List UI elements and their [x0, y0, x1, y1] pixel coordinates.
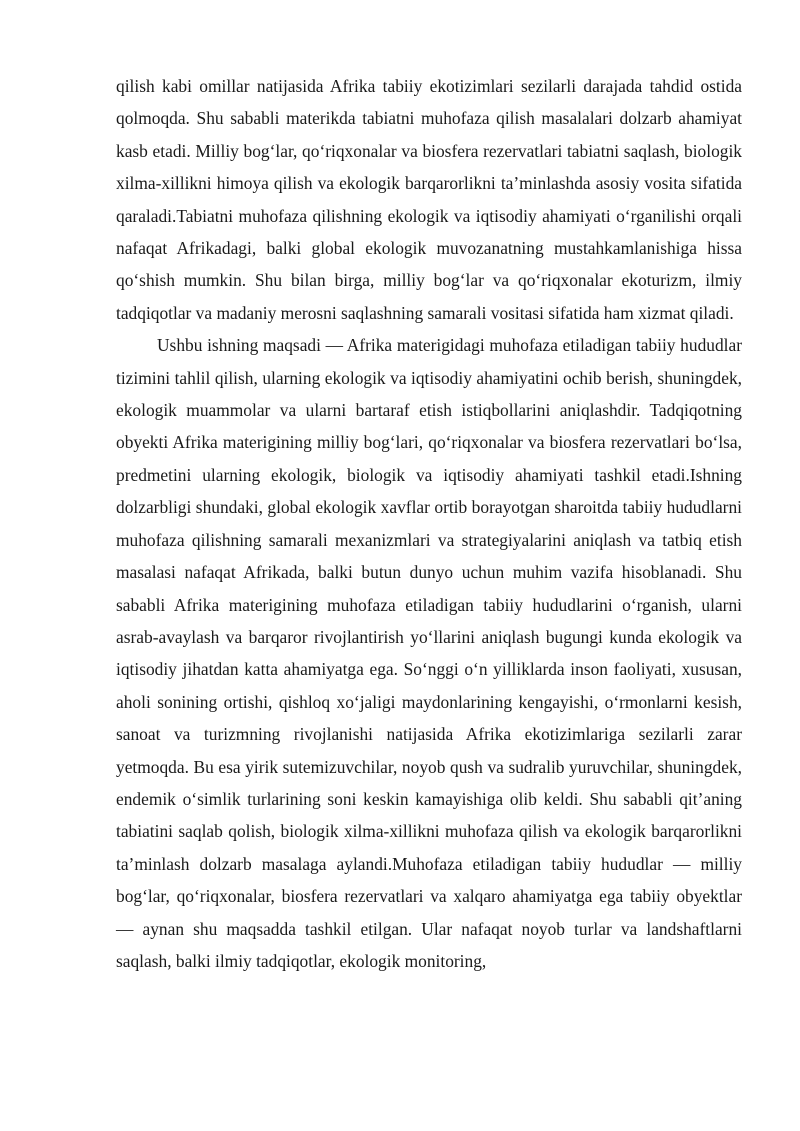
paragraph-2: Ushbu ishning maqsadi — Afrika materigidagi muhofaza etiladigan tabiiy hududlar tizimini tahlil qilish, ularning ekologik va iqtisodiy ahamiyatini ochib berish, shuningdek, ekologik muammolar va ularni bartaraf etish istiqbollarini aniqlashdir. Tadqiqotning obyekti Afrika materigining milliy bog‘lari, qo‘riqxonalar va biosfera rezervatlari bo‘lsa, predmetini ularning ekologik, biologik va iqtisodiy ahamiyati tashkil etadi.Ishning dolzarbligi shundaki, global ekologik xavflar ortib borayotgan sharoitda tabiiy hududlarni muhofaza qilishning samarali mexanizmlari va strategiyalarini aniqlash va tatbiq etish masalasi nafaqat Afrikada, balki butun dunyo uchun muhim vazifa hisoblanadi. Shu sababli Afrika materigining muhofaza etiladigan tabiiy hududlarini o‘rganish, ularni asrab-avaylash va barqaror rivojlantirish yo‘llarini aniqlash bugungi kunda ekologik va iqtisodiy jihatdan katta ahamiyatga ega. So‘nggi o‘n yilliklarda inson faoliyati, xususan, aholi sonining ortishi, qishloq xo‘jaligi maydonlarining kengayishi, o‘rmonlarni kesish, sanoat va turizmning rivojlanishi natijasida Afrika ekotizimlariga sezilarli zarar yetmoqda. Bu esa yirik sutemizuvchilar, noyob qush va sudralib yuruvchilar, shuningdek, endemik o‘simlik turlarining soni keskin kamayishiga olib keldi. Shu sababli qit’aning tabiatini saqlab qolish, biologik xilma-xillikni muhofaza qilish va ekologik barqarorlikni ta’minlash dolzarb masalaga aylandi.Muhofaza etiladigan tabiiy hududlar — milliy bog‘lar, qo‘riqxonalar, biosfera rezervatlari va xalqaro ahamiyatga ega tabiiy obyektlar — aynan shu maqsadda tashkil etilgan. Ular nafaqat noyob turlar va landshaftlarni saqlash, balki ilmiy tadqiqotlar, ekologik monitoring, — [116, 335, 742, 971]
body-text — [116, 70, 742, 977]
paragraph-1: qilish kabi omillar natijasida Afrika tabiiy ekotizimlari sezilarli darajada tahdid ostida qolmoqda. Shu sababli materikda tabiatni muhofaza qilish masalalari dolzarb ahamiyat kasb etadi. Milliy bog‘lar, qo‘riqxonalar va biosfera rezervatlari tabiatni saqlash, biologik xilma-xillikni himoya qilish va ekologik barqarorlikni ta’minlashda asosiy vosita sifatida qaraladi.Tabiatni muhofaza qilishning ekologik va iqtisodiy ahamiyati o‘rganilishi orqali nafaqat Afrikadagi, balki global ekologik muvozanatning mustahkamlanishiga hissa qo‘shish mumkin. Shu bilan birga, milliy bog‘lar va qo‘riqxonalar ekoturizm, ilmiy tadqiqotlar va madaniy merosni saqlashning samarali vositasi sifatida ham xizmat qiladi. — [116, 76, 742, 323]
